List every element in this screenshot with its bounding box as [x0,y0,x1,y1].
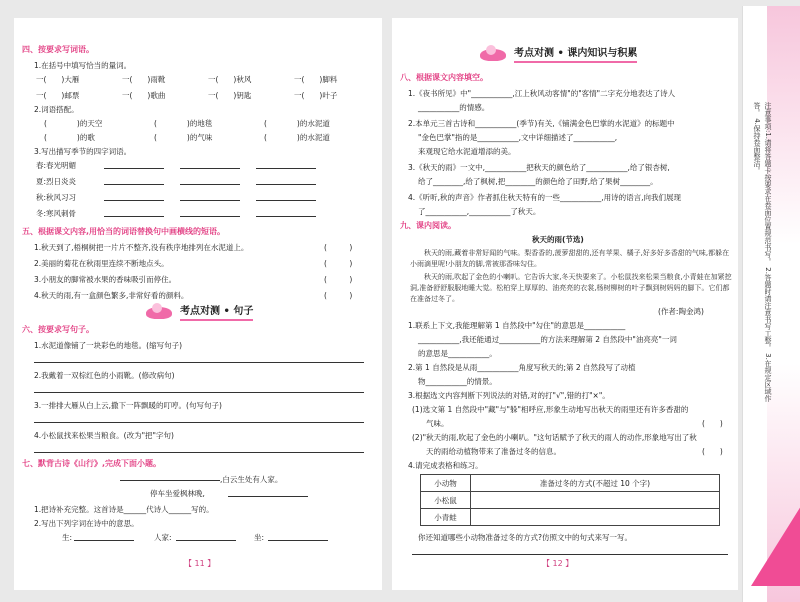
page-12 [392,18,738,590]
section-banner [146,302,253,321]
s9-q3b: (2)"秋天的雨,吹起了金色的小喇叭。"这句话赋予了秋天的雨人的动作,形象地写出了秋 [412,433,697,442]
s4-q1: 1.在括号中填写恰当的量词。 [34,61,132,70]
table-cell-input[interactable] [471,492,720,509]
answer-paren[interactable]: ( ) [324,243,353,252]
s9-q2b: 物___________的情景。 [418,377,497,386]
s8-line: 1.《夜书所见》中"___________,江上秋风动客情"的"客情"二字充分地表达了诗人 [408,89,676,98]
s8-line: 给了________,给了枫树,把________的颜色给了田野,给了果树________。 [418,177,658,186]
sidebar-strip [742,6,800,602]
s5-item: 3.小朋友的脚常被水果的香味吸引而停住。 [34,275,177,284]
s5-item: 2.美丽的菊花在秋雨里连续不断地点头。 [34,259,169,268]
answer-paren[interactable]: ( ) [702,419,723,428]
section-5-title: 五、根据课文内容,用恰当的词语替换句中画横线的短语。 [22,227,226,236]
answer-line[interactable] [104,216,164,217]
s8-line: ___________的情感。 [418,103,490,112]
s4-q1-item: 一( )歌曲 [122,91,166,100]
table-cell-input[interactable] [471,509,720,526]
s9-q2: 2.第 1 自然段是从雨___________角度写秋天的;第 2 自然段写了动植 [408,363,636,372]
s4-q2-item: ( )的地毯 [154,119,213,128]
s9-q1: 1.联系上下文,我能理解第 1 自然段中"勾住"的意思是___________ [408,321,626,330]
answer-line[interactable] [228,496,308,497]
s7-q2: 2.写出下列字词在诗中的意思。 [34,519,139,528]
season-row: 秋:秋风习习 [36,193,77,202]
s8-line: 来观现它给水泥道增添的美。 [418,147,516,156]
s4-q2: 2.词语搭配。 [34,105,79,114]
answer-line[interactable] [104,168,164,169]
answer-line[interactable] [256,168,316,169]
answer-paren[interactable]: ( ) [324,275,353,284]
s4-q2-item: ( )的天空 [44,119,103,128]
s6-item: 1.水泥道像铺了一块彩色的地毯。(缩写句子) [34,341,183,350]
s8-line: 了___________,___________了秋天。 [418,207,541,216]
answer-line[interactable] [180,168,240,169]
s4-q2-item: ( )的歌 [44,133,95,142]
s8-line: 4.《听听,秋的声音》作者抓住秋天特有的一些___________,用诗的语言,向我们展现 [408,193,682,202]
s9-q3a: (1)选文第 1 自然段中"藏"与"躲"相呼应,形象生动地写出秋天的雨里还有许多香甜的 [412,405,689,414]
s4-q2-item: ( )的水泥道 [264,119,330,128]
answer-line[interactable] [180,200,240,201]
s9-q3: 3.根据选文内容判断下列说法的对错,对的打"√",错的打"×"。 [408,391,610,400]
season-row: 冬:寒风刺骨 [36,209,77,218]
answer-line[interactable] [176,540,236,541]
s9-q3a2: 气味。 [426,419,449,428]
season-row: 春:春光明媚 [36,161,77,170]
s4-q1-item: 一( )脚料 [294,75,338,84]
answer-paren[interactable]: ( ) [324,291,353,300]
season-row: 夏:烈日炎炎 [36,177,77,186]
answer-line[interactable] [412,554,728,555]
s4-q1-item: 一( )钥匙 [208,91,252,100]
page-number: 【 12 】 [542,559,574,568]
s9-q1b: ___________,我还能通过___________的方法来理解第 2 自然段中"油亮亮"一词 [418,335,677,344]
s4-q1-item: 一( )雨靴 [122,75,166,84]
s6-item: 4.小松鼠找来松果当粮食。(改为"把"字句) [34,431,174,440]
passage-title: 秋天的雨(节选) [532,235,584,244]
s6-item: 3.一排排大雁从白上云,撒下一阵飘暖的叮哼。(句写句子) [34,401,222,410]
pen-icon [480,45,510,63]
word-label: 坐: [254,533,265,542]
s5-item: 4.秋天的雨,有一盒颜色繁多,非常好看的颜料。 [34,291,189,300]
answer-table [420,474,720,526]
s8-line: "金色巴掌"指的是___________,文中详细描述了___________, [418,133,618,142]
s4-q2-item: ( )的气味 [154,133,213,142]
table-row-label: 小松鼠 [421,492,471,509]
answer-line[interactable] [120,480,220,481]
answer-line[interactable] [180,216,240,217]
passage-paragraph: 秋天的雨,藏着非常好闻的气味。梨香香的,菠萝甜甜的,还有苹果、橘子,好多好多香甜的气味,都躲在小雨滴里呢!小朋友的脚,常被那香味勾住。 [410,249,730,268]
banner-title: 考点对测 • 课内知识与积累 [514,44,637,63]
s8-line: 3.《秋天的雨》一文中,___________把秋天的颜色给了___________,给了银杏树, [408,163,670,172]
answer-line[interactable] [268,540,328,541]
word-label: 生: [62,533,73,542]
s7-q1: 1.把诗补充完整。这首诗是______代诗人______写的。 [34,505,214,514]
answer-line[interactable] [256,184,316,185]
section-banner [480,44,637,63]
s9-q4: 4.请完成表格和练习。 [408,461,483,470]
answer-line[interactable] [256,200,316,201]
section-8-title: 八、根据课文内容填空。 [400,73,488,82]
sidebar-notice: 注意事项:1.请将答题卡按要求在卷面位置规范书写。 2.答题时请注意书写工整。 3.在规定区域作答。 4.保持卷面整洁。 [753,102,772,402]
section-4-title: 四、按要求写词语。 [22,45,94,54]
answer-line[interactable] [104,200,164,201]
s6-item: 2.我戴着一双棕红色的小雨靴。(修改病句) [34,371,175,380]
page-11 [14,18,382,590]
table-header: 小动物 [421,475,471,492]
answer-line[interactable] [34,392,364,393]
page-number: 【 11 】 [184,559,216,568]
s4-q1-item: 一( )邮票 [36,91,80,100]
section-9-title: 九、课内阅读。 [400,221,456,230]
s4-q2-item: ( )的水泥道 [264,133,330,142]
s9-q5: 你还知道哪些小动物准备过冬的方式?仿照文中的句式来写一写。 [418,533,632,542]
s4-q3: 3.写出描写季节的四字词语。 [34,147,132,156]
s9-q1c: 的意思是___________。 [418,349,497,358]
pen-icon [146,303,176,321]
poem-line: ,白云生处有人家。 [220,475,283,484]
s8-line: 2.本单元三首古诗和___________(季节)有关,《铺满金色巴掌的水泥道》的标题中 [408,119,675,128]
table-row-label: 小青蛙 [421,509,471,526]
s4-q1-item: 一( )秋风 [208,75,252,84]
passage-paragraph: 秋天的雨,吹起了金色的小喇叭。它告诉大家,冬天快要来了。小松鼠找来松果当粮食,小青蛙在加紧挖洞,准备舒舒服服地睡大觉。松柏穿上厚厚的、油亮亮的衣裳,杨树柳树的叶子飘到树妈妈的脚下。它们都在准备过冬了。 [410,273,732,303]
section-7-title: 七、默背古诗《山行》,完成下面小题。 [22,459,162,468]
s4-q1-item: 一( )叶子 [294,91,338,100]
word-label: 人家: [154,533,172,542]
banner-title: 考点对测 • 句子 [180,302,253,321]
s9-q3b2: 天的雨给动植物带来了准备过冬的信息。 [426,447,561,456]
table-header: 准备过冬的方式(不超过 10 个字) [471,475,720,492]
answer-line[interactable] [104,184,164,185]
poem-line: 停车坐爱枫林晚, [150,489,205,498]
answer-line[interactable] [256,216,316,217]
answer-line[interactable] [74,540,134,541]
answer-paren[interactable]: ( ) [324,259,353,268]
s4-q1-item: 一( )大雁 [36,75,80,84]
answer-line[interactable] [180,184,240,185]
answer-line[interactable] [34,422,364,423]
s5-item: 1.秋天到了,梧桐树把一片片不整齐,没有秩序地排列在水泥道上。 [34,243,249,252]
answer-line[interactable] [34,362,364,363]
section-6-title: 六、按要求写句子。 [22,325,94,334]
passage-author: (作者:陶金鸿) [658,307,704,316]
answer-paren[interactable]: ( ) [702,447,723,456]
answer-line[interactable] [34,452,364,453]
